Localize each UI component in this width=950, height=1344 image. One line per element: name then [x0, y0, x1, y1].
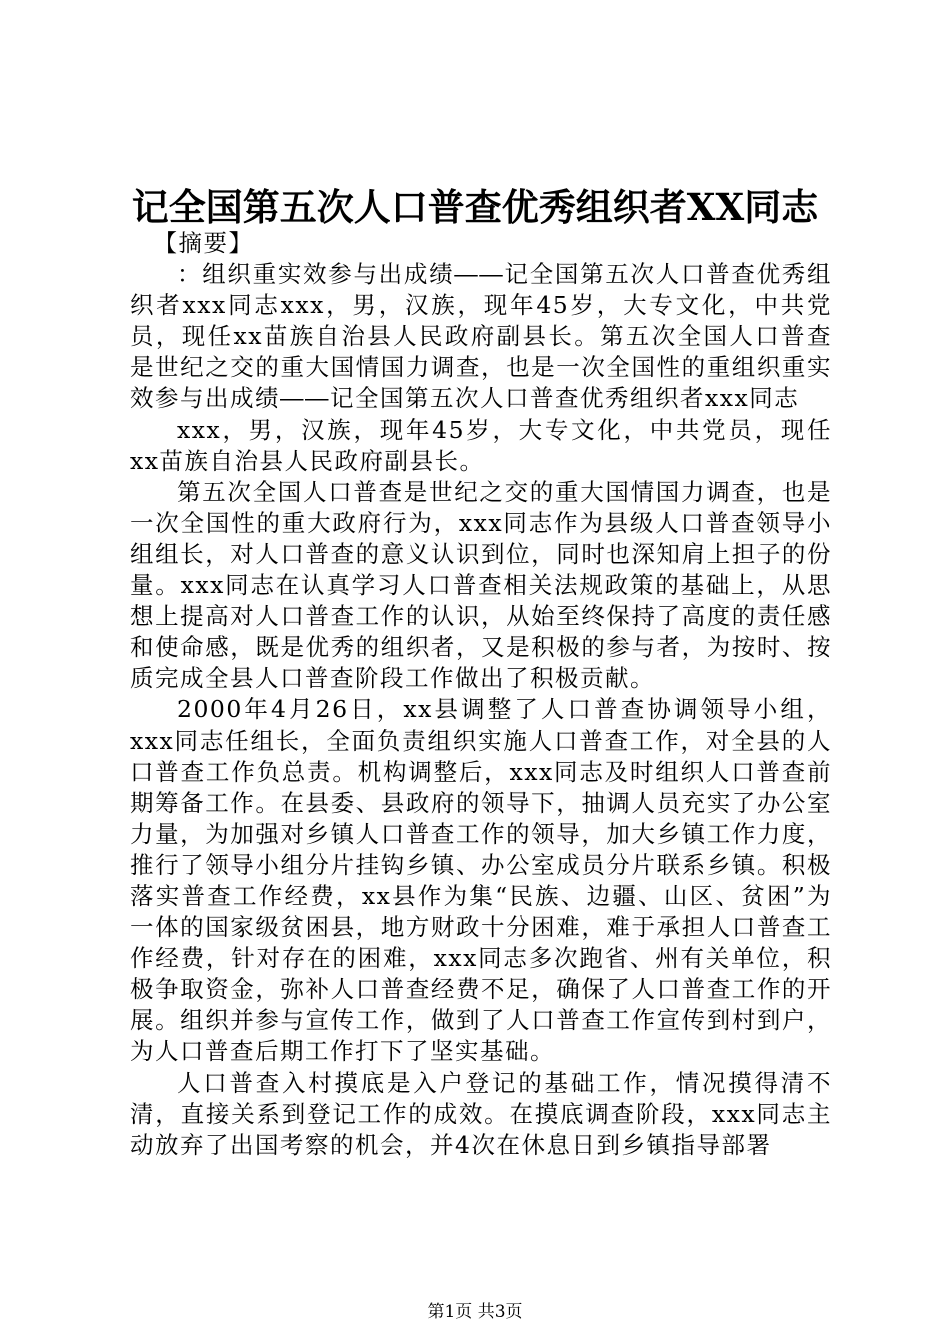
paragraph-village-survey: 人口普查入村摸底是入户登记的基础工作，情况摸得清不清，直接关系到登记工作的成效。在摸底调查阶段，xxx同志主动放弃了出国考察的机会，并4次在休息日到乡镇指导部署	[130, 1068, 832, 1159]
paragraph-organization-work: 2000年4月26日，xx县调整了人口普查协调领导小组，xxx同志任组长，全面负责组织实施人口普查工作，对全县的人口普查工作负总责。机构调整后，xxx同志及时组织人口普查前期筹备工作。在县委、县政府的领导下，抽调人员充实了办公室力量，为加强对乡镇人口普查工作的领导，加大乡镇工作力度，推行了领导小组分片挂钩乡镇、办公室成员分片联系乡镇。积极落实普查工作经费，xx县作为集“民族、边疆、山区、贫困”为一体的国家级贫困县，地方财政十分困难，难于承担人口普查工作经费，针对存在的困难，xxx同志多次跑省、州有关单位，积极争取资金，弥补人口普查经费不足，确保了人口普查工作的开展。组织并参与宣传工作，做到了人口普查工作宣传到村到户，为人口普查后期工作打下了坚实基础。	[130, 695, 832, 1066]
paragraph-census-significance: 第五次全国人口普查是世纪之交的重大国情国力调查，也是一次全国性的重大政府行为，xxx同志作为县级人口普查领导小组组长，对人口普查的意义认识到位，同时也深知肩上担子的份量。xxx同志在认真学习人口普查相关法规政策的基础上，从思想上提高对人口普查工作的认识，从始至终保持了高度的责任感和使命感，既是优秀的组织者，又是积极的参与者，为按时、按质完成全县人口普查阶段工作做出了积极贡献。	[130, 477, 832, 693]
page-footer: 第1页 共3页	[427, 1302, 523, 1322]
paragraph-abstract: ：组织重实效参与出成绩――记全国第五次人口普查优秀组织者xxx同志xxx，男，汉族，现年45岁，大专文化，中共党员，现任xx苗族自治县人民政府副县长。第五次全国人口普查是世纪之交的重大国情国力调查，也是一次全国性的重组织重实效参与出成绩――记全国第五次人口普查优秀组织者xxx同志	[130, 260, 832, 413]
paragraph-profile: xxx，男，汉族，现年45岁，大专文化，中共党员，现任xx苗族自治县人民政府副县长。	[130, 415, 832, 475]
abstract-label: 【摘要】	[153, 229, 254, 257]
document-title: 记全国第五次人口普查优秀组织者XX同志	[131, 185, 819, 229]
document-body	[130, 228, 832, 1161]
